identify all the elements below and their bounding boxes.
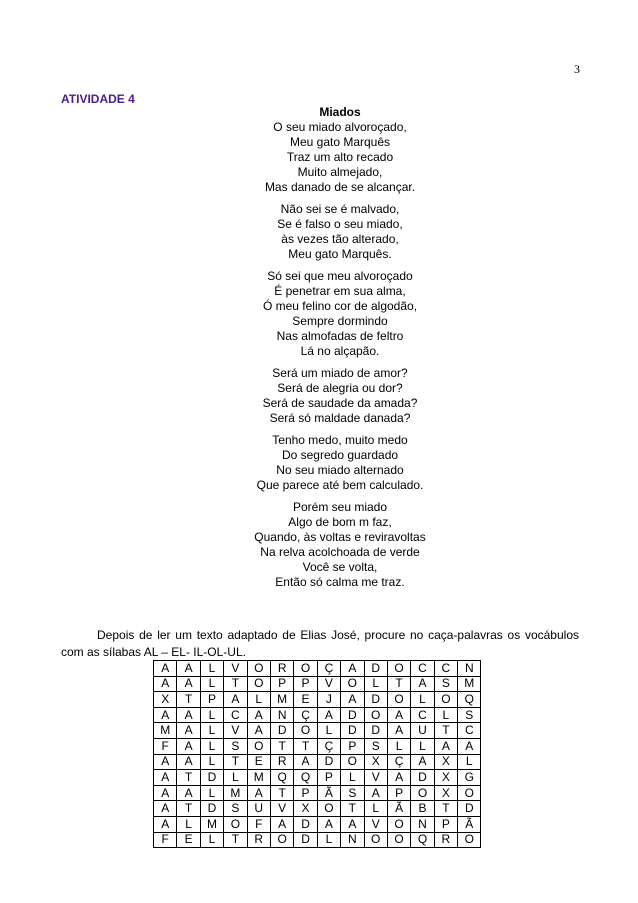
grid-cell: L — [341, 770, 364, 786]
grid-cell: F — [247, 816, 270, 832]
grid-cell: Ã — [317, 785, 340, 801]
grid-cell: L — [411, 692, 434, 708]
grid-cell: T — [177, 692, 200, 708]
poem-stanza — [200, 202, 480, 262]
grid-cell: S — [434, 676, 457, 692]
grid-cell: E — [247, 754, 270, 770]
grid-cell: S — [341, 785, 364, 801]
grid-cell: R — [270, 754, 293, 770]
poem-line: Será de alegria ou dor? — [277, 381, 403, 395]
grid-cell: A — [387, 770, 410, 786]
grid-cell: T — [387, 676, 410, 692]
grid-cell: X — [294, 801, 317, 817]
poem-line: Na relva acolchoada de verde — [260, 545, 420, 559]
grid-cell: D — [270, 723, 293, 739]
grid-cell: O — [247, 738, 270, 754]
grid-cell: E — [294, 692, 317, 708]
grid-cell: P — [294, 676, 317, 692]
poem-line: Traz um alto recado — [286, 150, 394, 164]
poem — [200, 105, 480, 597]
grid-cell: T — [224, 676, 247, 692]
grid-cell: A — [387, 723, 410, 739]
grid-cell: A — [434, 738, 457, 754]
grid-cell: L — [200, 738, 223, 754]
grid-cell: U — [247, 801, 270, 817]
grid-cell: A — [154, 661, 177, 677]
grid-cell: X — [434, 785, 457, 801]
grid-cell: V — [224, 723, 247, 739]
grid-cell: A — [177, 707, 200, 723]
grid-cell: A — [154, 770, 177, 786]
grid-cell: C — [458, 723, 481, 739]
grid-cell: L — [200, 676, 223, 692]
activity-title: ATIVIDADE 4 — [61, 92, 135, 106]
grid-cell: C — [411, 661, 434, 677]
poem-line: Tenho medo, muito medo — [272, 433, 408, 447]
grid-cell: Ç — [387, 754, 410, 770]
grid-cell: T — [270, 785, 293, 801]
grid-cell: C — [224, 707, 247, 723]
grid-row — [154, 832, 481, 848]
grid-row — [154, 723, 481, 739]
grid-cell: Ç — [294, 707, 317, 723]
grid-cell: A — [341, 692, 364, 708]
grid-cell: D — [200, 770, 223, 786]
grid-cell: D — [200, 801, 223, 817]
grid-cell: A — [247, 785, 270, 801]
grid-cell: A — [458, 738, 481, 754]
poem-stanzas — [200, 120, 480, 590]
grid-cell: P — [200, 692, 223, 708]
grid-cell: P — [294, 785, 317, 801]
grid-cell: M — [247, 770, 270, 786]
grid-cell: A — [154, 754, 177, 770]
poem-line: Algo de bom m faz, — [288, 515, 392, 529]
grid-cell: X — [434, 754, 457, 770]
grid-cell: D — [364, 661, 387, 677]
grid-cell: A — [177, 676, 200, 692]
grid-row — [154, 676, 481, 692]
grid-row — [154, 738, 481, 754]
grid-cell: D — [411, 770, 434, 786]
grid-cell: R — [434, 832, 457, 848]
grid-cell: A — [154, 801, 177, 817]
grid-cell: V — [270, 801, 293, 817]
grid-cell: A — [224, 692, 247, 708]
poem-line: Que parece até bem calculado. — [256, 478, 424, 492]
poem-line: Porém seu miado — [292, 500, 388, 514]
poem-line: Será só maldade danada? — [269, 411, 411, 425]
grid-cell: A — [177, 661, 200, 677]
grid-cell: T — [177, 801, 200, 817]
grid-cell: L — [200, 707, 223, 723]
grid-cell: P — [434, 816, 457, 832]
grid-cell: O — [294, 661, 317, 677]
grid-cell: A — [154, 707, 177, 723]
poem-line: Muito almejado, — [297, 165, 383, 179]
grid-cell: P — [270, 676, 293, 692]
grid-cell: O — [341, 754, 364, 770]
grid-cell: T — [177, 770, 200, 786]
grid-cell: L — [458, 754, 481, 770]
grid-cell: O — [224, 816, 247, 832]
poem-line: Do segredo guardado — [281, 448, 399, 462]
grid-cell: L — [317, 832, 340, 848]
grid-cell: R — [270, 661, 293, 677]
grid-cell: O — [387, 816, 410, 832]
grid-cell: M — [458, 676, 481, 692]
grid-cell: A — [177, 738, 200, 754]
grid-cell: P — [387, 785, 410, 801]
poem-line: Se é falso o seu miado, — [277, 217, 403, 231]
grid-cell: T — [270, 738, 293, 754]
poem-line: É penetrar em sua alma, — [274, 284, 406, 298]
grid-cell: O — [434, 692, 457, 708]
poem-line: às vezes tão alterado, — [281, 232, 399, 246]
grid-cell: P — [317, 770, 340, 786]
grid-cell: A — [154, 785, 177, 801]
grid-cell: S — [458, 707, 481, 723]
grid-cell: O — [317, 801, 340, 817]
grid-cell: D — [364, 723, 387, 739]
grid-row — [154, 661, 481, 677]
grid-cell: J — [317, 692, 340, 708]
grid-cell: T — [434, 801, 457, 817]
grid-cell: Q — [411, 832, 434, 848]
poem-line: Lá no alçapão. — [300, 344, 380, 358]
grid-cell: Ç — [317, 738, 340, 754]
grid-cell: N — [341, 832, 364, 848]
grid-cell: Ã — [387, 801, 410, 817]
poem-line: Não sei se é malvado, — [280, 202, 400, 216]
grid-cell: U — [411, 723, 434, 739]
poem-line: Quando, às voltas e reviravoltas — [254, 530, 426, 544]
word-search-grid — [153, 660, 481, 848]
grid-cell: L — [200, 661, 223, 677]
grid-cell: C — [434, 661, 457, 677]
grid-cell: D — [317, 754, 340, 770]
poem-line: Então só calma me traz. — [275, 575, 405, 589]
grid-cell: L — [200, 785, 223, 801]
grid-cell: S — [364, 738, 387, 754]
grid-row — [154, 785, 481, 801]
grid-cell: T — [294, 738, 317, 754]
grid-cell: A — [247, 707, 270, 723]
poem-title: Miados — [319, 105, 361, 119]
grid-cell: A — [177, 785, 200, 801]
grid-cell: O — [411, 785, 434, 801]
grid-row — [154, 707, 481, 723]
grid-cell: L — [200, 832, 223, 848]
grid-cell: O — [270, 832, 293, 848]
grid-cell: S — [224, 801, 247, 817]
grid-cell: L — [200, 723, 223, 739]
grid-cell: O — [387, 692, 410, 708]
poem-stanza — [200, 500, 480, 590]
grid-cell: V — [364, 816, 387, 832]
grid-cell: O — [247, 661, 270, 677]
grid-cell: A — [364, 785, 387, 801]
poem-line: Será um miado de amor? — [272, 366, 408, 380]
grid-row — [154, 816, 481, 832]
instruction-text: Depois de ler um texto adaptado de Elias José, procure no caça-palavras os vocábulos com as sílabas AL – EL- IL-OL-UL. — [61, 628, 579, 659]
grid-cell: O — [364, 832, 387, 848]
poem-line: Só sei que meu alvoroçado — [267, 269, 413, 283]
grid-cell: N — [411, 816, 434, 832]
grid-row — [154, 801, 481, 817]
grid-cell: L — [387, 738, 410, 754]
grid-cell: D — [294, 832, 317, 848]
grid-cell: A — [247, 723, 270, 739]
grid-cell: O — [294, 723, 317, 739]
grid-cell: T — [224, 754, 247, 770]
grid-cell: M — [154, 723, 177, 739]
poem-stanza — [200, 366, 480, 426]
grid-cell: A — [341, 816, 364, 832]
grid-cell: O — [458, 785, 481, 801]
poem-stanza — [200, 433, 480, 493]
grid-cell: A — [411, 754, 434, 770]
grid-cell: V — [317, 676, 340, 692]
grid-row — [154, 692, 481, 708]
grid-cell: O — [364, 707, 387, 723]
grid-cell: E — [177, 832, 200, 848]
grid-cell: Q — [270, 770, 293, 786]
grid-cell: A — [154, 676, 177, 692]
grid-cell: F — [154, 738, 177, 754]
grid-cell: G — [458, 770, 481, 786]
grid-cell: A — [294, 754, 317, 770]
grid-cell: A — [154, 816, 177, 832]
poem-line: Sempre dormindo — [292, 314, 388, 328]
grid-cell: D — [364, 692, 387, 708]
grid-cell: O — [247, 676, 270, 692]
grid-cell: D — [341, 707, 364, 723]
grid-cell: L — [411, 738, 434, 754]
grid-cell: L — [364, 801, 387, 817]
grid-cell: C — [411, 707, 434, 723]
grid-cell: L — [177, 816, 200, 832]
poem-line: Ó meu felino cor de algodão, — [262, 299, 418, 313]
poem-line: Mas danado de se alcançar. — [264, 180, 416, 194]
grid-cell: L — [317, 723, 340, 739]
grid-cell: M — [270, 692, 293, 708]
grid-cell: O — [387, 661, 410, 677]
grid-cell: S — [224, 738, 247, 754]
grid-cell: B — [411, 801, 434, 817]
grid-cell: D — [458, 801, 481, 817]
poem-line: Nas almofadas de feltro — [276, 329, 404, 343]
grid-cell: D — [294, 816, 317, 832]
poem-line: No seu miado alternado — [276, 463, 404, 477]
grid-row — [154, 754, 481, 770]
grid-cell: N — [458, 661, 481, 677]
grid-cell: L — [200, 754, 223, 770]
poem-line: Meu gato Marquês — [289, 135, 391, 149]
grid-cell: X — [434, 770, 457, 786]
poem-stanza — [200, 120, 480, 195]
grid-cell: Ç — [317, 661, 340, 677]
poem-stanza — [200, 269, 480, 359]
grid-cell: A — [177, 754, 200, 770]
poem-line: O seu miado alvoroçado, — [273, 120, 407, 134]
poem-line: Você se volta, — [302, 560, 378, 574]
grid-cell: F — [154, 832, 177, 848]
grid-cell: T — [224, 832, 247, 848]
page-number: 3 — [574, 62, 580, 76]
grid-cell: N — [270, 707, 293, 723]
grid-cell: O — [458, 832, 481, 848]
grid-cell: L — [247, 692, 270, 708]
grid-cell: A — [270, 816, 293, 832]
grid-cell: A — [341, 661, 364, 677]
grid-cell: V — [364, 770, 387, 786]
poem-line: Será de saudade da amada? — [262, 396, 418, 410]
grid-cell: X — [364, 754, 387, 770]
grid-cell: Ã — [458, 816, 481, 832]
grid-cell: L — [224, 770, 247, 786]
grid-cell: O — [387, 832, 410, 848]
grid-cell: M — [224, 785, 247, 801]
grid-cell: A — [317, 707, 340, 723]
grid-row — [154, 770, 481, 786]
grid-cell: L — [364, 676, 387, 692]
grid-cell: A — [317, 816, 340, 832]
grid-cell: Q — [294, 770, 317, 786]
grid-cell: O — [341, 676, 364, 692]
grid-cell: M — [200, 816, 223, 832]
grid-cell: X — [154, 692, 177, 708]
grid-cell: A — [387, 707, 410, 723]
grid-cell: Q — [458, 692, 481, 708]
grid-cell: T — [341, 801, 364, 817]
grid-cell: D — [341, 723, 364, 739]
grid-cell: A — [177, 723, 200, 739]
grid-cell: L — [434, 707, 457, 723]
grid-cell: A — [411, 676, 434, 692]
grid-cell: V — [224, 661, 247, 677]
grid-cell: P — [341, 738, 364, 754]
grid-cell: T — [434, 723, 457, 739]
poem-line: Meu gato Marquês. — [288, 247, 392, 261]
grid-cell: R — [247, 832, 270, 848]
